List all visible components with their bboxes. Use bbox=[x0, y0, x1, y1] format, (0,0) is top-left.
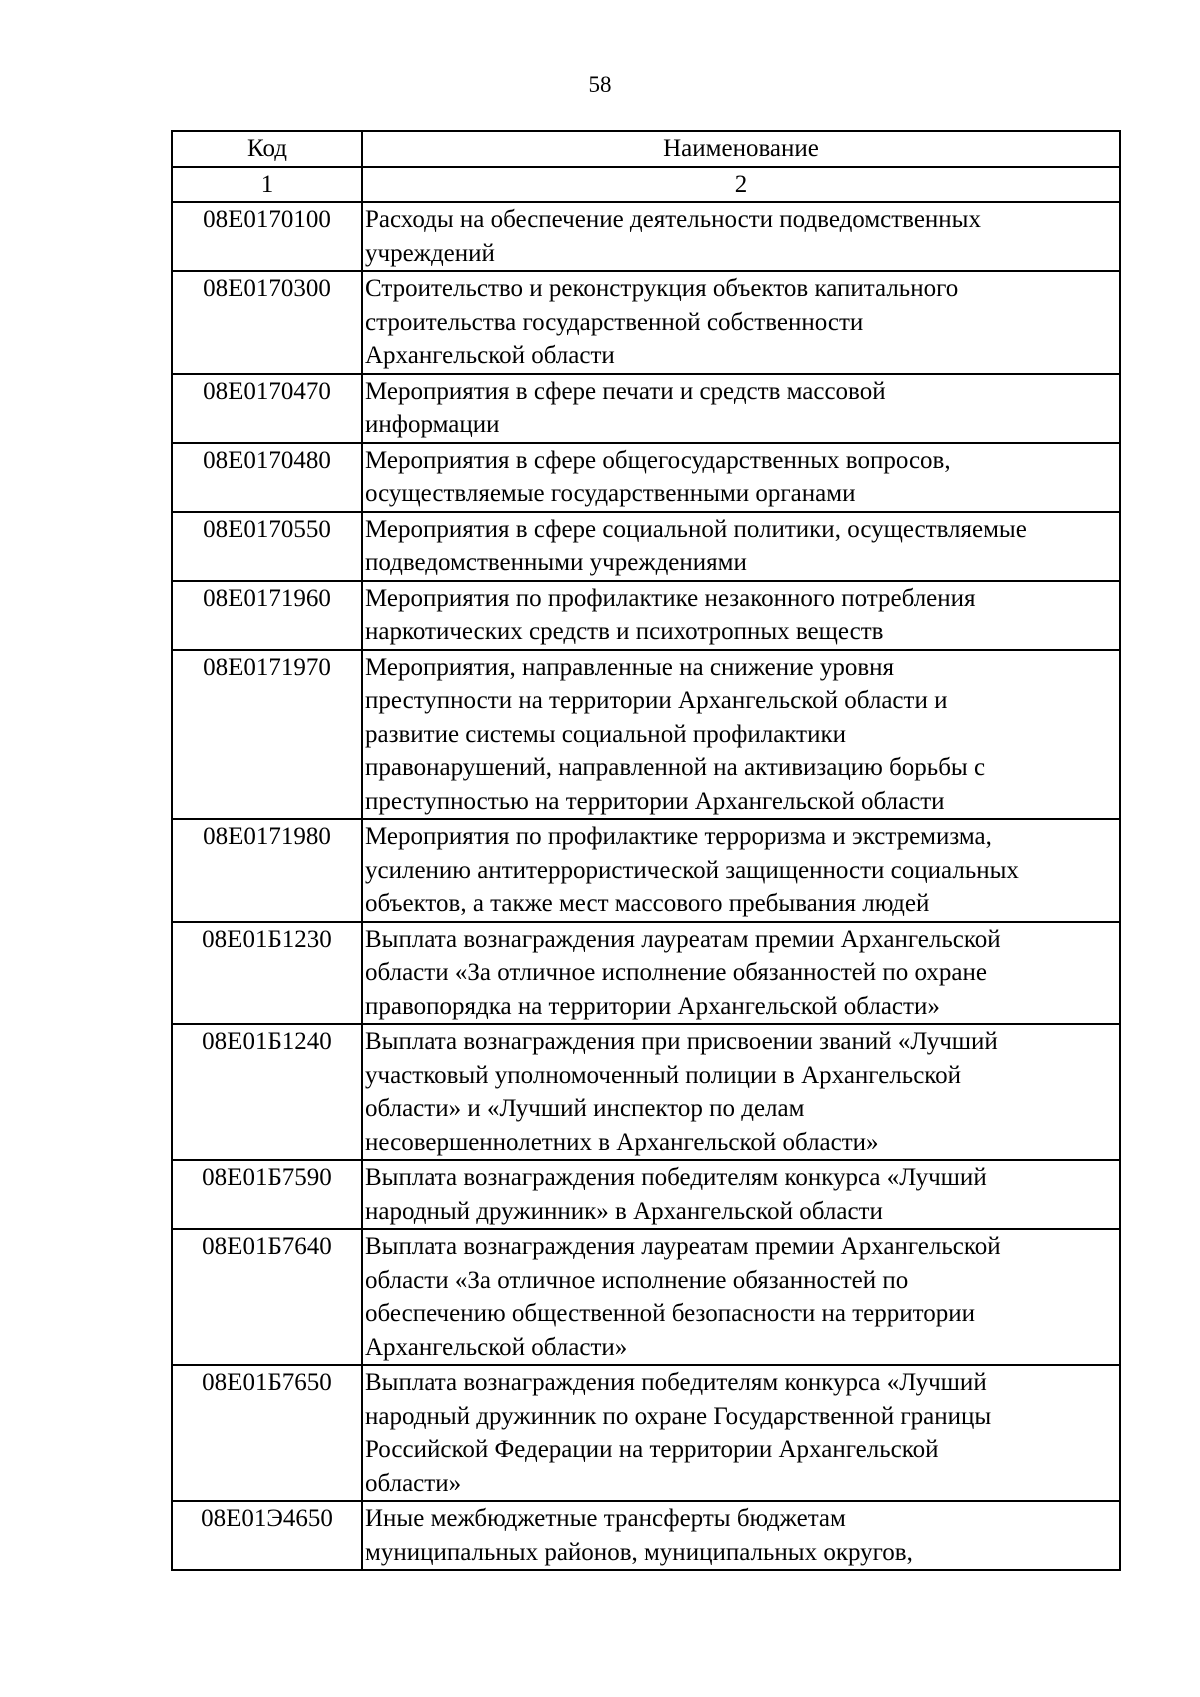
row-name-line: преступностью на территории Архангельской области bbox=[365, 787, 945, 815]
table-row bbox=[172, 271, 1120, 374]
page-number: 58 bbox=[588, 72, 612, 97]
row-name bbox=[362, 443, 1120, 512]
table-row bbox=[172, 1160, 1120, 1229]
row-name bbox=[362, 271, 1120, 374]
row-name-line: учреждений bbox=[365, 239, 495, 267]
table-row bbox=[172, 1365, 1120, 1501]
row-name-line: развитие системы социальной профилактики bbox=[365, 720, 846, 748]
table-row bbox=[172, 1501, 1120, 1570]
row-name-line: Российской Федерации на территории Архангельской bbox=[365, 1436, 939, 1463]
row-name-line: осуществляемые государственными органами bbox=[365, 480, 856, 507]
row-name bbox=[362, 512, 1120, 581]
row-name-line: Мероприятия в сфере общегосударственных вопросов, bbox=[365, 446, 951, 474]
row-name-line: Выплата вознаграждения при присвоении званий «Лучший bbox=[365, 1028, 998, 1055]
header-name: Наименование bbox=[362, 131, 1120, 167]
row-name-line: Мероприятия в сфере печати и средств массовой bbox=[365, 377, 886, 405]
row-code: 08Е0170100 bbox=[172, 202, 362, 271]
row-name-line: Архангельской области bbox=[365, 342, 615, 369]
table-row bbox=[172, 443, 1120, 512]
row-code: 08Е01Б7650 bbox=[172, 1365, 362, 1501]
row-name-line: области «За отличное исполнение обязанностей по bbox=[365, 1266, 909, 1294]
row-name-line: народный дружинник» в Архангельской области bbox=[365, 1197, 883, 1225]
row-name-line: правопорядка на территории Архангельской области» bbox=[365, 992, 940, 1020]
row-code: 08Е0171980 bbox=[172, 819, 362, 922]
row-name-line: Выплата вознаграждения лауреатам премии Архангельской bbox=[365, 1233, 1001, 1260]
table-row bbox=[172, 819, 1120, 922]
row-name-line: строительства государственной собственности bbox=[365, 308, 864, 336]
row-code: 08Е01Б1230 bbox=[172, 922, 362, 1025]
table-row bbox=[172, 202, 1120, 271]
table-body bbox=[172, 202, 1120, 1570]
row-code: 08Е0170550 bbox=[172, 512, 362, 581]
header-code: Код bbox=[172, 131, 362, 167]
row-code: 08Е0170480 bbox=[172, 443, 362, 512]
header-row bbox=[172, 131, 1120, 167]
row-name-line: Выплата вознаграждения победителям конкурса «Лучший bbox=[365, 1369, 987, 1396]
row-code: 08Е0170300 bbox=[172, 271, 362, 374]
row-code: 08Е0170470 bbox=[172, 374, 362, 443]
table-row bbox=[172, 650, 1120, 820]
row-name-line: наркотических средств и психотропных веществ bbox=[365, 618, 884, 645]
row-name-line: муниципальных районов, муниципальных округов, bbox=[365, 1538, 913, 1566]
row-name-line: Архангельской области» bbox=[365, 1333, 628, 1361]
row-name bbox=[362, 374, 1120, 443]
row-name bbox=[362, 1501, 1120, 1570]
row-name-line: Иные межбюджетные трансферты бюджетам bbox=[365, 1505, 846, 1532]
column-number-name: 2 bbox=[362, 167, 1120, 203]
table-row bbox=[172, 512, 1120, 581]
row-name bbox=[362, 1365, 1120, 1501]
row-name bbox=[362, 581, 1120, 650]
row-name-line: информации bbox=[365, 411, 500, 438]
row-code: 08Е0171970 bbox=[172, 650, 362, 820]
row-name-line: народный дружинник по охране Государственной границы bbox=[365, 1402, 992, 1430]
table-row bbox=[172, 1229, 1120, 1365]
row-name-line: области» и «Лучший инспектор по делам bbox=[365, 1095, 805, 1122]
row-name-line: несовершеннолетних в Архангельской области» bbox=[365, 1128, 879, 1156]
row-code: 08Е01Б1240 bbox=[172, 1024, 362, 1160]
table-row bbox=[172, 581, 1120, 650]
row-name-line: усилению антитеррористической защищенности социальных bbox=[365, 856, 1019, 884]
row-name-line: Расходы на обеспечение деятельности подведомственных bbox=[365, 206, 981, 233]
row-name bbox=[362, 1229, 1120, 1365]
row-name-line: преступности на территории Архангельской области и bbox=[365, 687, 948, 714]
row-name bbox=[362, 650, 1120, 820]
row-name-line: Мероприятия по профилактике терроризма и экстремизма, bbox=[365, 823, 992, 850]
row-name-line: подведомственными учреждениями bbox=[365, 549, 747, 576]
column-number-row bbox=[172, 167, 1120, 203]
row-name-line: Выплата вознаграждения победителям конкурса «Лучший bbox=[365, 1164, 987, 1191]
row-name-line: правонарушений, направленной на активизацию борьбы с bbox=[365, 754, 986, 781]
row-name-line: объектов, а также мест массового пребывания людей bbox=[365, 890, 930, 917]
column-number-code: 1 bbox=[172, 167, 362, 203]
row-name-line: Строительство и реконструкция объектов капитального bbox=[365, 275, 959, 302]
row-name-line: обеспечению общественной безопасности на территории bbox=[365, 1300, 975, 1327]
row-name bbox=[362, 202, 1120, 271]
row-code: 08Е0171960 bbox=[172, 581, 362, 650]
row-code: 08Е01Б7590 bbox=[172, 1160, 362, 1229]
row-name-line: участковый уполномоченный полиции в Архангельской bbox=[365, 1061, 962, 1089]
row-name bbox=[362, 819, 1120, 922]
table-row bbox=[172, 1024, 1120, 1160]
row-name-line: области «За отличное исполнение обязанностей по охране bbox=[365, 959, 987, 986]
row-name-line: Выплата вознаграждения лауреатам премии Архангельской bbox=[365, 925, 1001, 953]
row-name-line: Мероприятия в сфере социальной политики, осуществляемые bbox=[365, 515, 1027, 543]
row-name-line: Мероприятия, направленные на снижение уровня bbox=[365, 653, 895, 681]
budget-code-table bbox=[171, 130, 1121, 1571]
row-name bbox=[362, 1160, 1120, 1229]
row-code: 08Е01Э4650 bbox=[172, 1501, 362, 1570]
row-name bbox=[362, 922, 1120, 1025]
row-name-line: области» bbox=[365, 1469, 462, 1497]
row-code: 08Е01Б7640 bbox=[172, 1229, 362, 1365]
table-row bbox=[172, 922, 1120, 1025]
table-row bbox=[172, 374, 1120, 443]
row-name-line: Мероприятия по профилактике незаконного потребления bbox=[365, 584, 976, 612]
row-name bbox=[362, 1024, 1120, 1160]
